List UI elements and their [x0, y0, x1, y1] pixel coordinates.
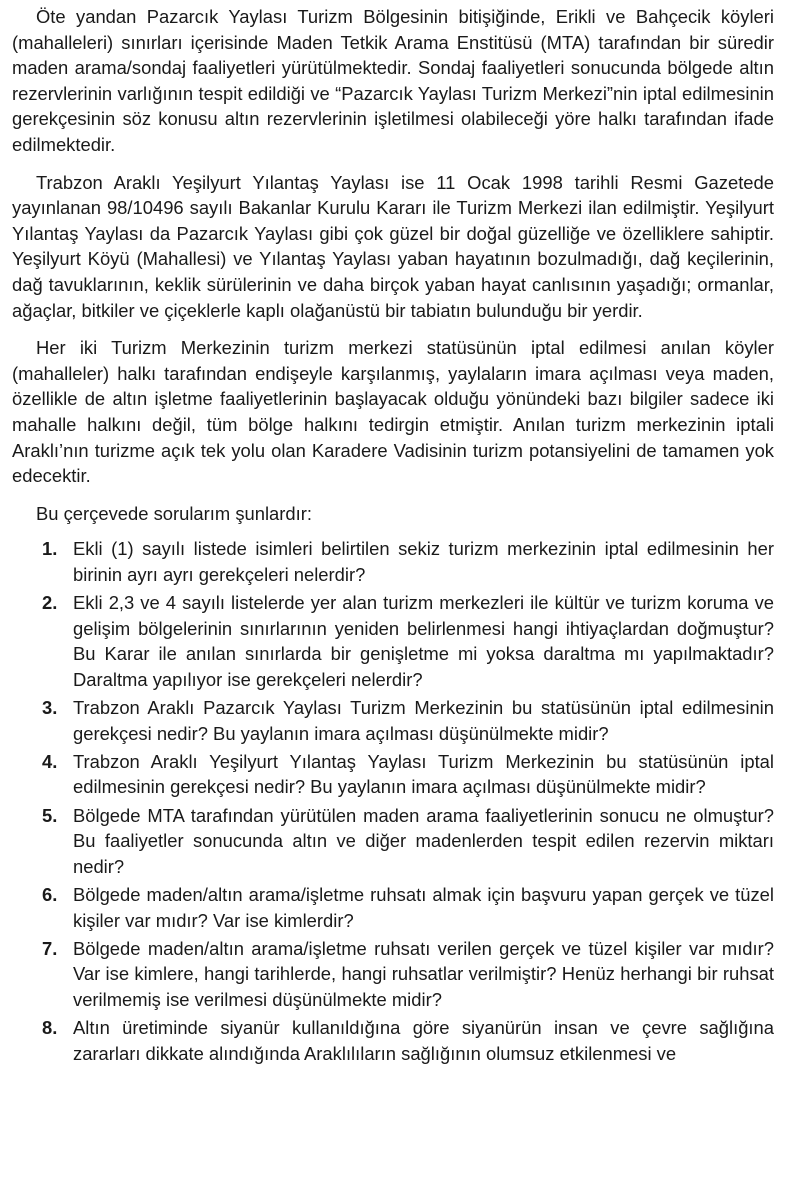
question-number: 3.	[42, 697, 58, 719]
question-text: Trabzon Araklı Pazarcık Yaylası Turizm Merkezinin bu statüsünün iptal edilmesinin gerekçesi nedir? Bu yaylanın imara açılması düşünülmekte midir?	[73, 697, 774, 744]
question-text: Trabzon Araklı Yeşilyurt Yılantaş Yaylası Turizm Merkezinin bu statüsünün iptal edilmesinin gerekçesi nedir? Bu yaylanın imara açılması düşünülmekte midir?	[73, 750, 774, 798]
question-text: Bölgede maden/altın arama/işletme ruhsatı almak için başvuru yapan gerçek ve tüzel kişiler var mıdır? Var ise kimlerdir?	[73, 883, 774, 931]
question-item	[12, 936, 774, 1013]
question-number: 8.	[42, 1017, 58, 1039]
question-number: 2.	[42, 592, 58, 614]
questions-intro: Bu çerçevede sorularım şunlardır:	[36, 502, 312, 524]
question-text: Ekli (1) sayılı listede isimleri belirtilen sekiz turizm merkezinin iptal edilmesinin her birinin ayrı ayrı gerekçeleri nelerdir?	[73, 538, 774, 585]
question-item	[12, 695, 774, 746]
question-item	[12, 590, 774, 692]
question-item	[12, 882, 774, 933]
question-number: 7.	[42, 937, 58, 959]
question-text: Altın üretiminde siyanür kullanıldığına göre siyanürün insan ve çevre sağlığına zararları dikkate alındığında Araklılıların sağlığının olumsuz etkilenmesi ve	[73, 1017, 774, 1064]
paragraph-yilantas-plateau: Trabzon Araklı Yeşilyurt Yılantaş Yaylası ise 11 Ocak 1998 tarihli Resmi Gazetede yayınlanan 98/10496 sayılı Bakanlar Kurulu Kararı ile Turizm Merkezi ilan edilmiştir. Yeşilyurt Yılantaş Yaylası da Pazarcık Yaylası gibi çok güzel bir doğal güzelliğe ve özelliklere sahiptir. Yeşilyurt Köyü (Mahallesi) ve Yılantaş Yaylası yaban hayatının bozulmadığı, dağ keçilerinin, dağ tavuklarının, keklik sürülerinin ve daha birçok yaban hayat canlısının yaşadığı; ormanlar, ağaçlar, bitkiler ve çiçeklerle kaplı olağanüstü bir tabiatın bulunduğu bir yerdir.	[12, 171, 774, 321]
question-text: Bölgede maden/altın arama/işletme ruhsatı verilen gerçek ve tüzel kişiler var mıdır? Var ise kimlere, hangi tarihlerde, hangi ruhsatlar verilmiştir? Henüz herhangi bir ruhsat verilmemiş ise verilmesi düşünülmekte midir?	[73, 937, 774, 1010]
questions-list	[12, 536, 774, 1066]
question-text: Ekli 2,3 ve 4 sayılı listelerde yer alan turizm merkezleri ile kültür ve turizm koruma ve gelişim bölgelerinin sınırlarının yeniden belirlenmesi hangi ihtiyaçlardan doğmuştur? Bu Karar ile anılan sınırlarda bir genişletme mi yoksa daraltma mı yapılmaktadır? Daraltma yapılıyor ise gerekçeleri nelerdir?	[73, 592, 774, 690]
paragraph-public-concern: Her iki Turizm Merkezinin turizm merkezi statüsünün iptal edilmesi anılan köyler (mahalleler) halkı tarafından endişeyle karşılanmış, yaylaların imara açılması veya maden, özellikle de altın işletme faaliyetlerinin başlayacak olduğu yönündeki bazı bilgiler sadece iki mahalle halkını değil, tüm bölge halkını tedirgin etmiştir. Anılan turizm merkezinin iptali Araklı’nın turizme açık tek yolu olan Karadere Vadisinin turizm potansiyelini de tamamen yok edecektir.	[12, 337, 774, 487]
question-number: 6.	[42, 883, 58, 905]
question-item	[12, 536, 774, 587]
question-item	[12, 803, 774, 880]
question-text: Bölgede MTA tarafından yürütülen maden arama faaliyetlerinin sonucu ne olmuştur? Bu faaliyetler sonucunda altın ve diğer madenlerden tespit edilen rezervin miktarı nedir?	[73, 804, 774, 877]
question-number: 1.	[42, 538, 58, 560]
question-item	[12, 749, 774, 800]
question-number: 4.	[42, 750, 58, 772]
question-number: 5.	[42, 804, 58, 826]
paragraph-pazarcik-mining: Öte yandan Pazarcık Yaylası Turizm Bölgesinin bitişiğinde, Erikli ve Bahçecik köyleri (mahalleleri) sınırları içerisinde Maden Tetkik Arama Enstitüsü (MTA) tarafından bir süredir maden arama/sondaj faaliyetleri yürütülmektedir. Sondaj faaliyetleri sonucunda bölgede altın rezervlerinin varlığının tespit edildiği ve “Pazarcık Yaylası Turizm Merkezi”nin iptal edilmesinin gerekçesinin söz konusu altın rezervlerinin işletilmesi olabileceği yöre halkı tarafından ifade edilmektedir.	[12, 6, 774, 155]
question-item	[12, 1015, 774, 1066]
